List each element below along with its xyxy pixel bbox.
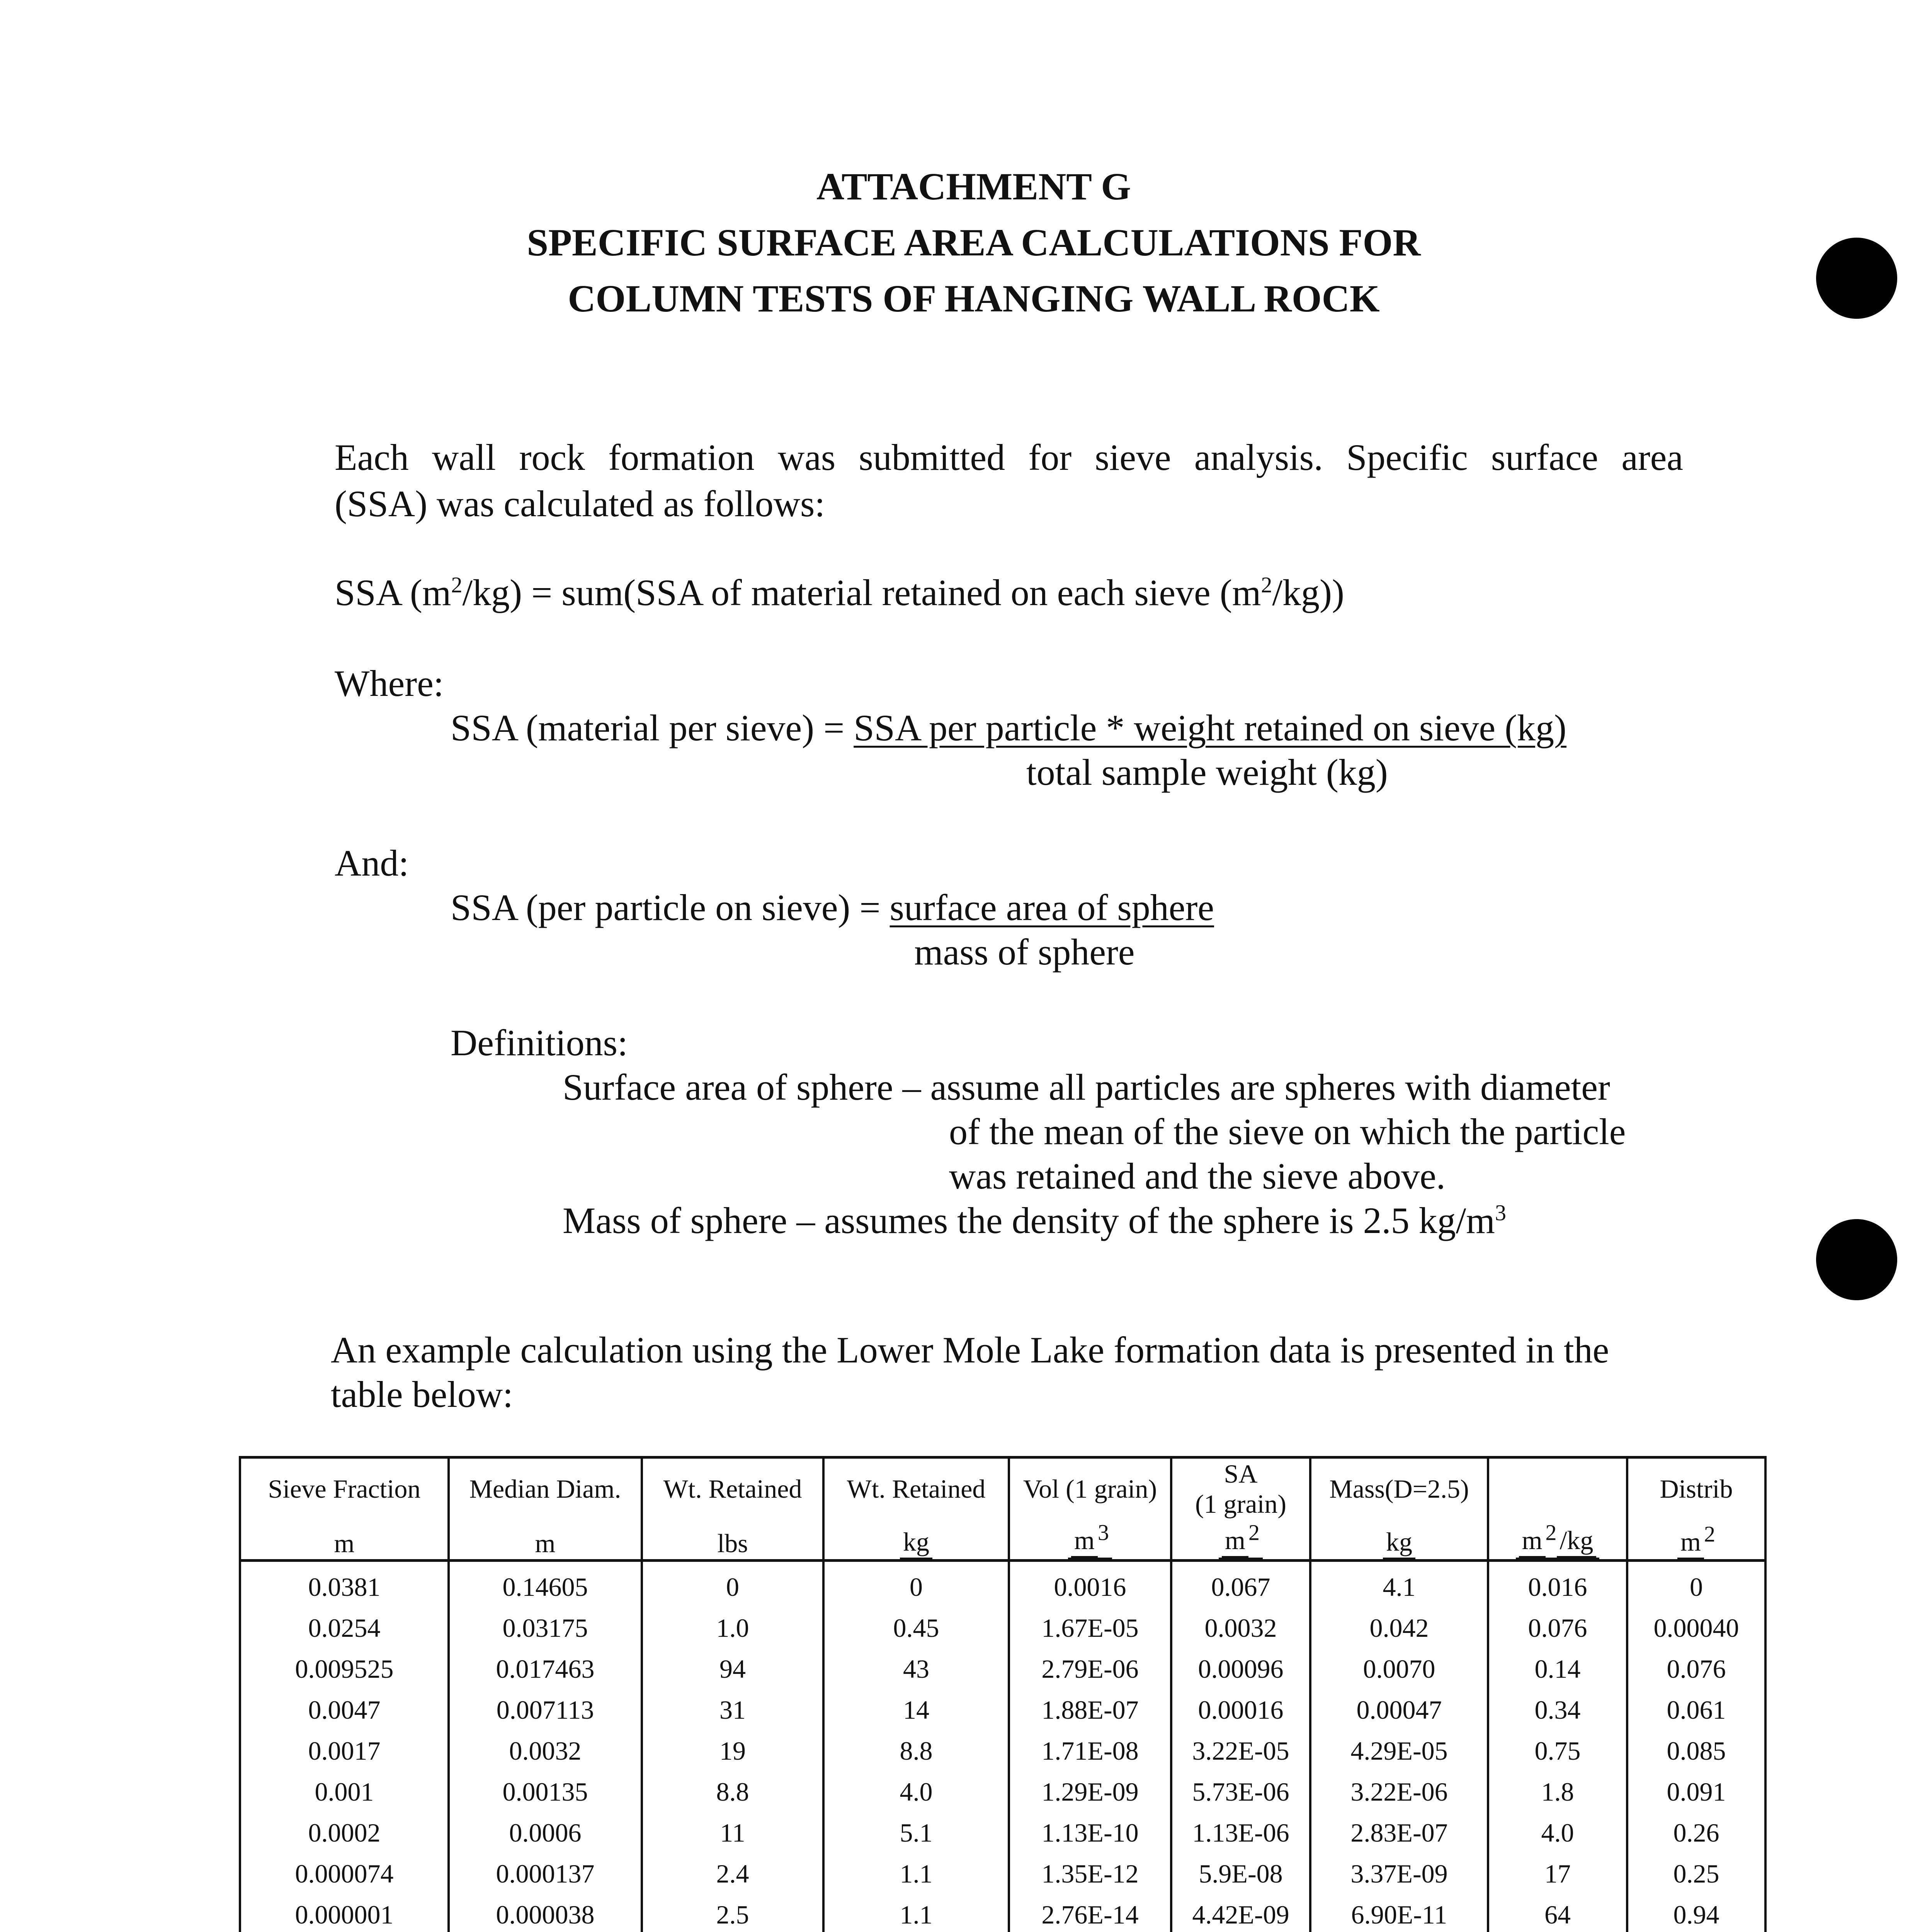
- table-cell: 4.29E-05: [1310, 1730, 1488, 1771]
- document-title: [0, 158, 1932, 327]
- unit-text: m $^2$ /kg: [1516, 1524, 1600, 1559]
- table-cell: 0.0006: [449, 1812, 642, 1853]
- table-row: [240, 1648, 1765, 1689]
- column-header: Median Diam.: [449, 1458, 642, 1519]
- definition-mass: [563, 1198, 1506, 1243]
- table-cell: 0.0047: [240, 1689, 449, 1730]
- table-cell: 4.42E-09: [1171, 1894, 1310, 1932]
- table-cell: 0.03175: [449, 1607, 642, 1648]
- table-cell: 0.00040: [1627, 1607, 1765, 1648]
- table-row: [240, 1730, 1765, 1771]
- table-cell: 1.88E-07: [1009, 1689, 1171, 1730]
- table-cell: 0.00047: [1310, 1689, 1488, 1730]
- table-cell: 1.29E-09: [1009, 1771, 1171, 1812]
- table-cell: 3.37E-09: [1310, 1853, 1488, 1894]
- where-label: Where:: [335, 663, 444, 704]
- hole-punch-mark: [1816, 238, 1897, 319]
- column-header: [1488, 1458, 1627, 1519]
- hole-punch-mark: [1816, 1219, 1897, 1300]
- table-cell: 1.8: [1488, 1771, 1627, 1812]
- table-cell: 1.1: [823, 1853, 1009, 1894]
- unit-text: m $^2$: [1674, 1526, 1718, 1559]
- table-cell: 6.90E-11: [1310, 1894, 1488, 1932]
- table-cell: 0.007113: [449, 1689, 642, 1730]
- column-header-line: (1 grain): [1195, 1489, 1286, 1519]
- table-cell: 0.0002: [240, 1812, 449, 1853]
- table-cell: 0.000038: [449, 1894, 642, 1932]
- formula-part-b: /kg) = sum(SSA of material retained on each sieve (m: [462, 572, 1261, 613]
- column-header-line: SA: [1224, 1459, 1258, 1488]
- table-row: [240, 1771, 1765, 1812]
- definition-surface-area-1: Surface area of sphere – assume all particles are spheres with diameter: [563, 1066, 1610, 1108]
- table-cell: 19: [642, 1730, 823, 1771]
- table-cell: 0.000001: [240, 1894, 449, 1932]
- table-cell: 0.14: [1488, 1648, 1627, 1689]
- table-cell: 64: [1488, 1894, 1627, 1932]
- sieve-formula-denominator: total sample weight (kg): [1026, 752, 1388, 793]
- table-cell: 0.0254: [240, 1607, 449, 1648]
- table-cell: 5.73E-06: [1171, 1771, 1310, 1812]
- table-cell: 0.0381: [240, 1561, 449, 1608]
- column-unit: [1171, 1519, 1310, 1561]
- column-header: Mass(D=2.5): [1310, 1458, 1488, 1519]
- table-cell: 0.94: [1627, 1894, 1765, 1932]
- table-cell: 5.9E-08: [1171, 1853, 1310, 1894]
- table-cell: 2.83E-07: [1310, 1812, 1488, 1853]
- table-cell: 0.00096: [1171, 1648, 1310, 1689]
- formula-part-a: SSA (m: [335, 572, 451, 613]
- table-cell: 0.000074: [240, 1853, 449, 1894]
- title-line-3: COLUMN TESTS OF HANGING WALL ROCK: [568, 277, 1380, 320]
- table-cell: 2.76E-14: [1009, 1894, 1171, 1932]
- column-unit: [823, 1519, 1009, 1561]
- table-cell: 0.25: [1627, 1853, 1765, 1894]
- intro-line-2: (SSA) was calculated as follows:: [335, 483, 825, 524]
- example-line-1: An example calculation using the Lower Mole Lake formation data is presented in the: [331, 1329, 1609, 1371]
- table-cell: 4.0: [823, 1771, 1009, 1812]
- table-cell: 1.0: [642, 1607, 823, 1648]
- unit-text: kg: [900, 1526, 932, 1559]
- definition-mass-sup: 3: [1495, 1200, 1506, 1225]
- table-cell: 0.076: [1488, 1607, 1627, 1648]
- particle-formula: [451, 885, 1214, 930]
- column-header: Sieve Fraction: [240, 1458, 449, 1519]
- unit-text: lbs: [717, 1529, 748, 1558]
- ssa-calculation-table: [239, 1456, 1767, 1932]
- table-cell: 0.0016: [1009, 1561, 1171, 1608]
- title-line-2: SPECIFIC SURFACE AREA CALCULATIONS FOR: [527, 221, 1421, 264]
- table-row: [240, 1894, 1765, 1932]
- formula-sup: 2: [1261, 572, 1272, 597]
- unit-text: kg: [1383, 1526, 1415, 1559]
- unit-text: m: [334, 1529, 355, 1558]
- table-cell: 0: [642, 1561, 823, 1608]
- title-line-1: ATTACHMENT G: [816, 165, 1131, 208]
- table-cell: 0.061: [1627, 1689, 1765, 1730]
- table-cell: 0.0032: [449, 1730, 642, 1771]
- sieve-formula-numerator: SSA per particle * weight retained on sieve (kg): [854, 707, 1567, 748]
- sieve-formula-lhs: SSA (material per sieve) =: [451, 707, 854, 748]
- table-cell: 14: [823, 1689, 1009, 1730]
- table-units-row: [240, 1519, 1765, 1561]
- column-header: Wt. Retained: [642, 1458, 823, 1519]
- unit-text: m: [535, 1529, 556, 1558]
- sieve-formula: [451, 705, 1566, 751]
- table-cell: 0.085: [1627, 1730, 1765, 1771]
- table-cell: 2.5: [642, 1894, 823, 1932]
- unit-text: m $^2$: [1219, 1524, 1263, 1559]
- particle-formula-numerator: surface area of sphere: [889, 887, 1214, 928]
- table-cell: 0.0032: [1171, 1607, 1310, 1648]
- table-cell: 5.1: [823, 1812, 1009, 1853]
- column-unit: [1627, 1519, 1765, 1561]
- table-cell: 0.067: [1171, 1561, 1310, 1608]
- table-cell: 3.22E-06: [1310, 1771, 1488, 1812]
- table-cell: 0.75: [1488, 1730, 1627, 1771]
- table-row: [240, 1853, 1765, 1894]
- table-cell: 4.1: [1310, 1561, 1488, 1608]
- table-cell: 1.71E-08: [1009, 1730, 1171, 1771]
- table-cell: 31: [642, 1689, 823, 1730]
- table-cell: 0.14605: [449, 1561, 642, 1608]
- table-row: [240, 1689, 1765, 1730]
- column-unit: [240, 1519, 449, 1561]
- table-row: [240, 1607, 1765, 1648]
- definition-mass-text: Mass of sphere – assumes the density of the sphere is 2.5 kg/m: [563, 1200, 1495, 1241]
- table-cell: 8.8: [823, 1730, 1009, 1771]
- table-cell: 11: [642, 1812, 823, 1853]
- table-cell: 17: [1488, 1853, 1627, 1894]
- table-cell: 94: [642, 1648, 823, 1689]
- table-cell: 2.4: [642, 1853, 823, 1894]
- table-cell: 0.016: [1488, 1561, 1627, 1608]
- column-header: Vol (1 grain): [1009, 1458, 1171, 1519]
- unit-text: m $^3$: [1068, 1524, 1112, 1559]
- table-cell: 0.00016: [1171, 1689, 1310, 1730]
- table-cell: 0.076: [1627, 1648, 1765, 1689]
- table-cell: 1.13E-10: [1009, 1812, 1171, 1853]
- table-cell: 0.0070: [1310, 1648, 1488, 1689]
- table-cell: 8.8: [642, 1771, 823, 1812]
- column-header: Distrib: [1627, 1458, 1765, 1519]
- definitions-heading: Definitions:: [451, 1022, 628, 1063]
- and-label: And:: [335, 842, 409, 884]
- column-unit: [1310, 1519, 1488, 1561]
- table-cell: 0.000137: [449, 1853, 642, 1894]
- column-unit: [642, 1519, 823, 1561]
- table-cell: 1.1: [823, 1894, 1009, 1932]
- column-header: Wt. Retained: [823, 1458, 1009, 1519]
- table-cell: 3.22E-05: [1171, 1730, 1310, 1771]
- table-cell: 0: [823, 1561, 1009, 1608]
- intro-line-1: Each wall rock formation was submitted for sieve analysis. Specific surface area: [335, 437, 1683, 478]
- example-line-2: table below:: [331, 1374, 513, 1415]
- table-cell: 2.79E-06: [1009, 1648, 1171, 1689]
- formula-sup: 2: [451, 572, 463, 597]
- table-cell: 0.26: [1627, 1812, 1765, 1853]
- table-cell: 1.67E-05: [1009, 1607, 1171, 1648]
- table-cell: 0.34: [1488, 1689, 1627, 1730]
- column-unit: [1488, 1519, 1627, 1561]
- table-cell: 0.00135: [449, 1771, 642, 1812]
- table-header-row: [240, 1458, 1765, 1519]
- table-cell: 0.0017: [240, 1730, 449, 1771]
- table-cell: 43: [823, 1648, 1009, 1689]
- definition-surface-area-3: was retained and the sieve above.: [949, 1155, 1446, 1197]
- table-cell: 0: [1627, 1561, 1765, 1608]
- particle-formula-lhs: SSA (per particle on sieve) =: [451, 887, 890, 928]
- formula-part-c: /kg)): [1272, 572, 1344, 613]
- column-unit: [1009, 1519, 1171, 1561]
- definition-surface-area-2: of the mean of the sieve on which the particle: [949, 1111, 1626, 1152]
- table-cell: 0.017463: [449, 1648, 642, 1689]
- column-unit: [449, 1519, 642, 1561]
- table-row: [240, 1812, 1765, 1853]
- table-cell: 0.091: [1627, 1771, 1765, 1812]
- table-row: [240, 1561, 1765, 1608]
- table-cell: 1.13E-06: [1171, 1812, 1310, 1853]
- ssa-formula: [335, 570, 1344, 616]
- table-cell: 4.0: [1488, 1812, 1627, 1853]
- particle-formula-denominator: mass of sphere: [914, 931, 1135, 973]
- table-cell: 1.35E-12: [1009, 1853, 1171, 1894]
- table-cell: 0.042: [1310, 1607, 1488, 1648]
- column-header: [1171, 1458, 1310, 1519]
- table-cell: 0.001: [240, 1771, 449, 1812]
- table-cell: 0.009525: [240, 1648, 449, 1689]
- table-cell: 0.45: [823, 1607, 1009, 1648]
